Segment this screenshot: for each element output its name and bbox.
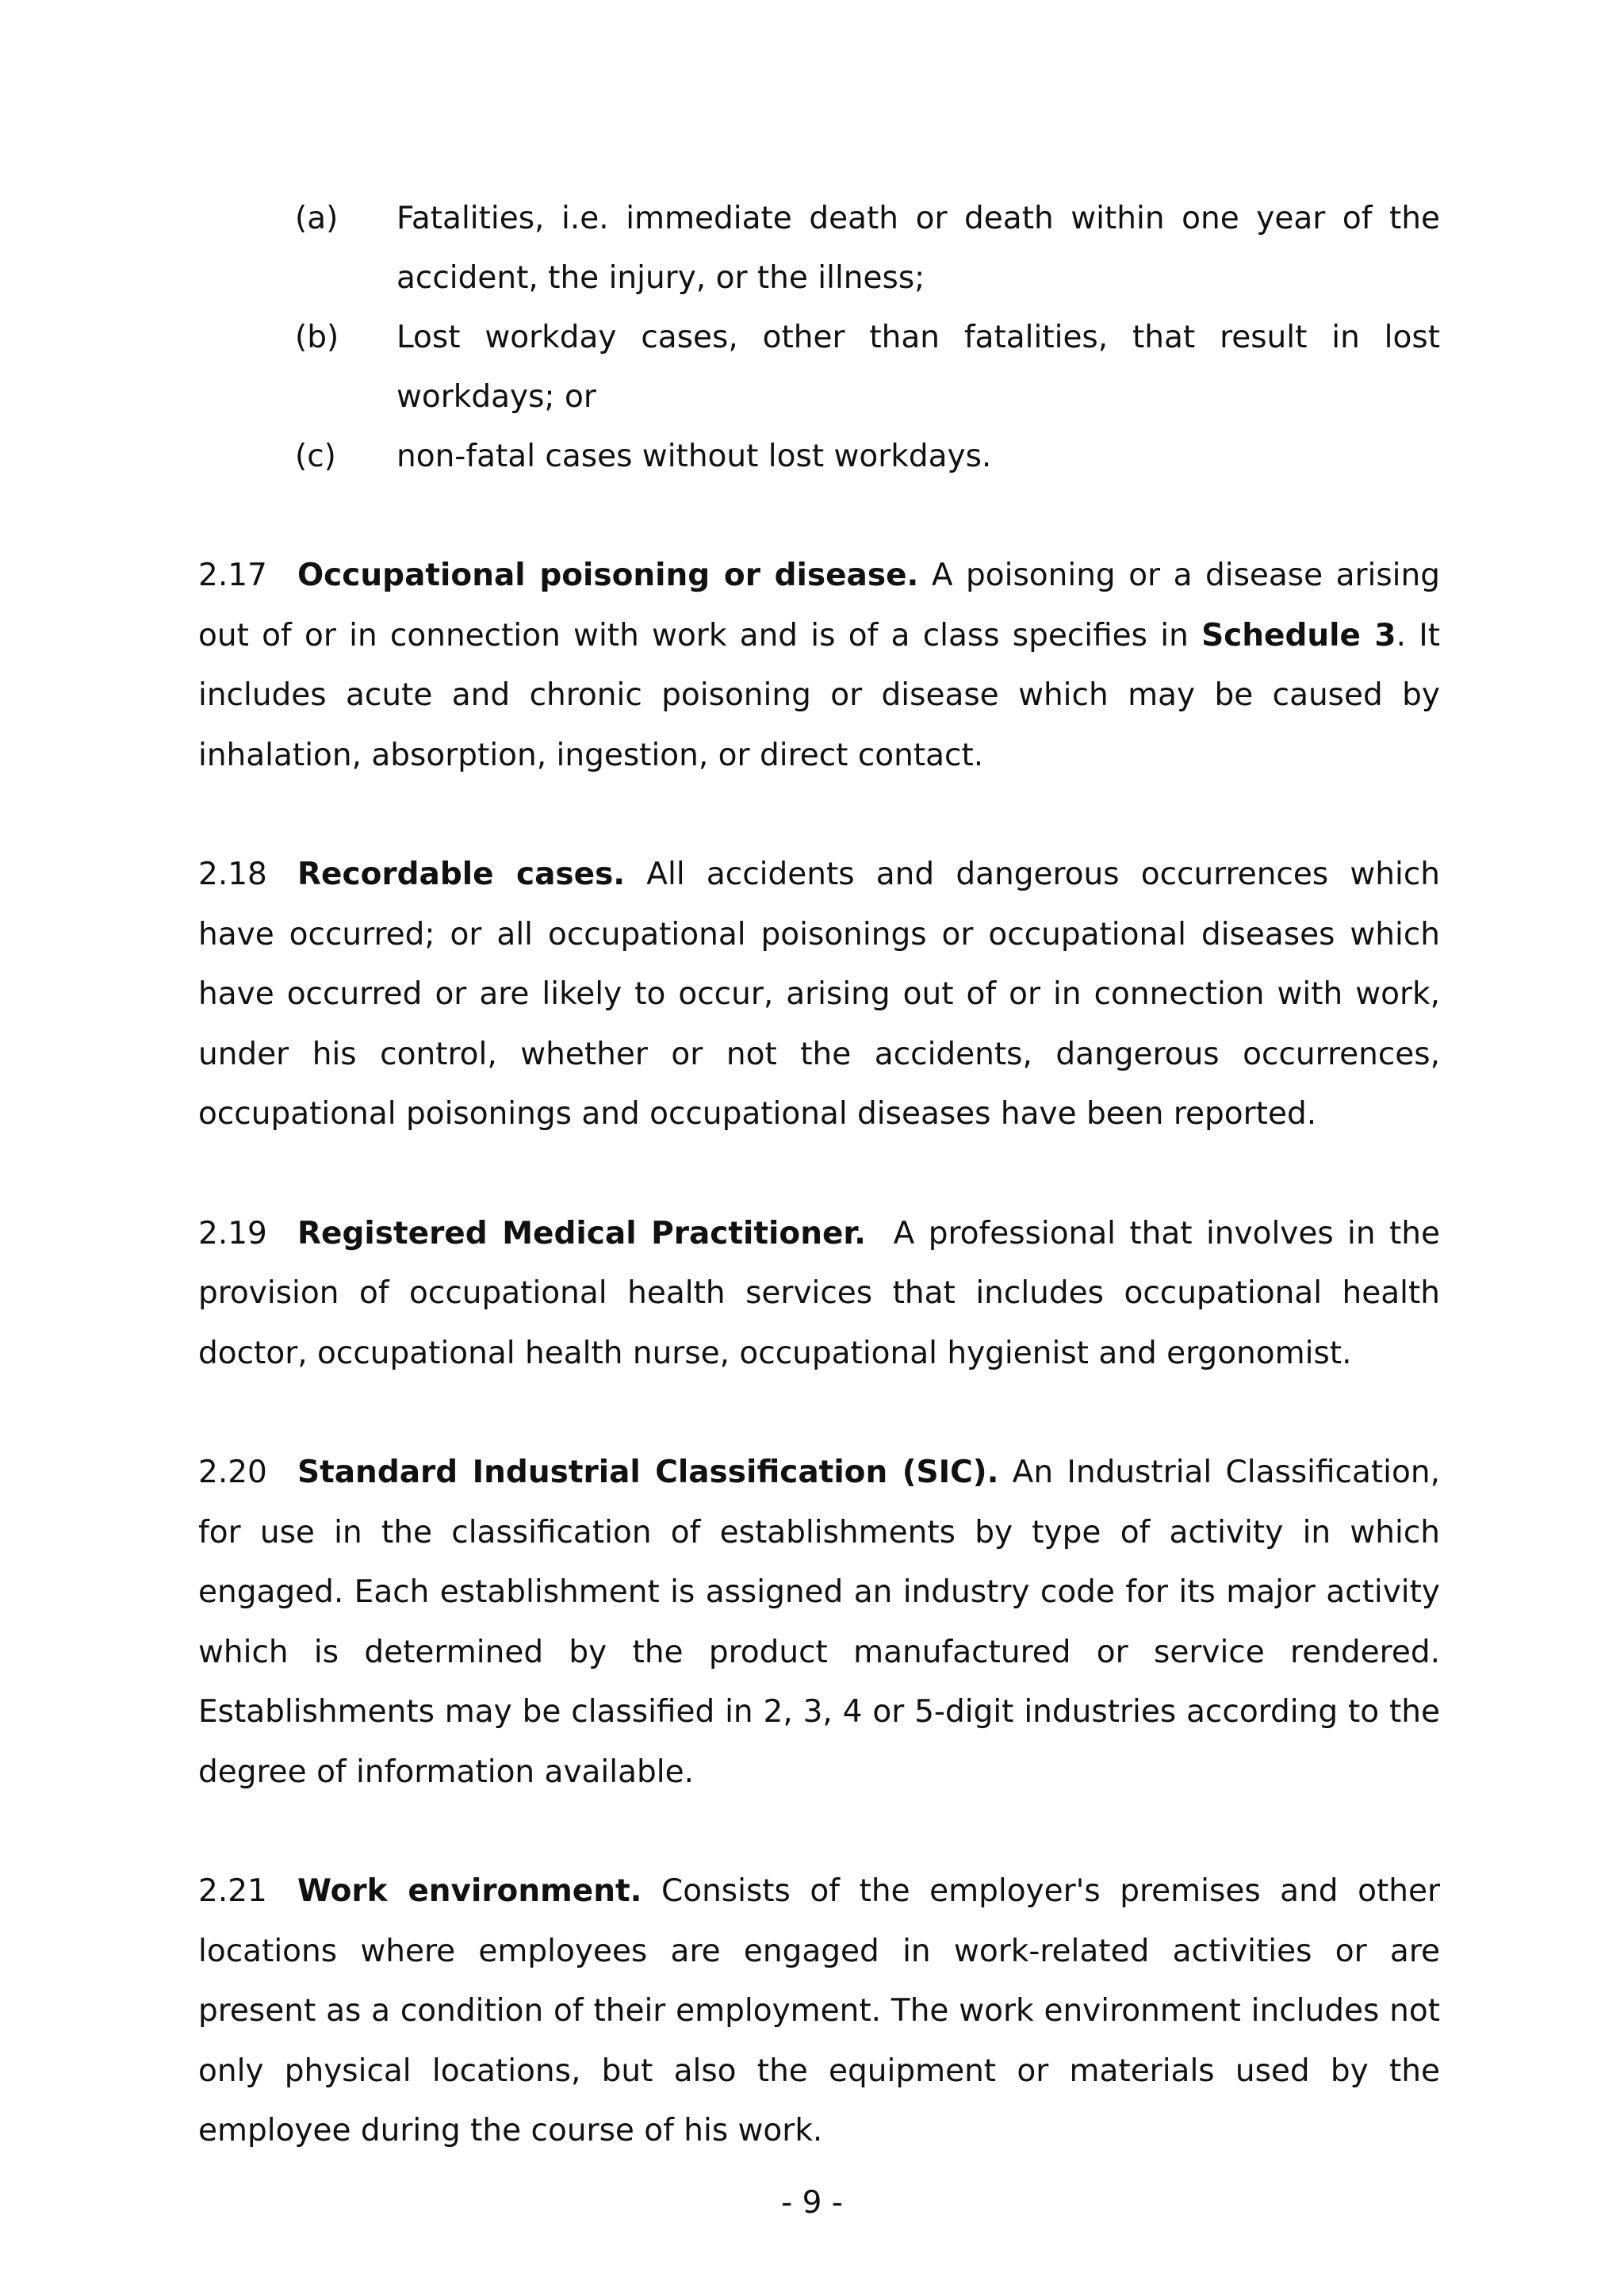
section-term: Standard Industrial Classification (SIC). — [297, 1455, 999, 1490]
list-item-text: Fatalities, i.e. immediate death or death within one year of the accident, the injury, or the illness; — [396, 201, 1440, 296]
list-item-text: non-fatal cases without lost workdays. — [396, 439, 992, 474]
schedule-reference: Schedule 3 — [1201, 617, 1396, 654]
list-marker: (a) — [295, 201, 339, 236]
list-item — [198, 189, 1440, 308]
list-item — [198, 308, 1440, 427]
section-term: Recordable cases. — [297, 857, 626, 892]
section-number: 2.21 — [198, 1873, 267, 1909]
section-number: 2.19 — [198, 1215, 267, 1251]
section-term: Work environment. — [297, 1873, 642, 1909]
section-text: A poisoning or a disease arising out of or in connection with work and is of a class specifies in — [198, 558, 1440, 654]
section-term: Registered Medical Practitioner. — [297, 1215, 866, 1251]
section-2-18 — [198, 845, 1440, 1144]
definition-list — [198, 189, 1440, 486]
section-2-19 — [198, 1204, 1450, 1384]
page-number: - 9 - — [781, 2185, 843, 2221]
section-text: . It includes acute and chronic poisoning or disease which may be caused by inhalation, absorption, ingestion, or direct contact. — [198, 617, 1441, 773]
section-text: Consists of the employer's premises and other locations where employees are engaged in work-related activities or are present as a condition of their employment. The work environment includes not only physical locations, but also the equipment or materials used by the employee during the course of his work. — [198, 1873, 1440, 2148]
list-marker: (c) — [295, 439, 336, 474]
section-number: 2.20 — [198, 1455, 267, 1490]
section-2-17 — [198, 546, 1440, 785]
list-item — [198, 427, 1440, 486]
section-number: 2.17 — [198, 558, 267, 593]
section-text: A professional that involves in the provision of occupational health services that includes occupational health doctor, occupational health nurse, occupational hygienist and ergonomist. — [198, 1215, 1450, 1371]
list-marker: (b) — [295, 320, 339, 355]
section-number: 2.18 — [198, 857, 267, 892]
section-2-20 — [198, 1443, 1440, 1802]
document-page — [198, 189, 1450, 2221]
section-text: An Industrial Classification, for use in the classification of establishments by type of activity in which engaged. Each establishment is assigned an industry code for its major activity which is determined by the product manufactured or service rendered. Establishments may be classified in 2, 3, 4 or 5-digit industries according to the degree of information available. — [198, 1455, 1440, 1790]
list-item-text: Lost workday cases, other than fatalities, that result in lost workdays; or — [396, 320, 1440, 415]
section-text: All accidents and dangerous occurrences which have occurred; or all occupational poisonings or occupational diseases which have occurred or are likely to occur, arising out of or in connection with work, under his control, whether or not the accidents, dangerous occurrences, occupational poisonings and occupational diseases have been reported. — [198, 857, 1440, 1132]
section-2-21 — [198, 1861, 1440, 2161]
section-term: Occupational poisoning or disease. — [297, 558, 919, 593]
